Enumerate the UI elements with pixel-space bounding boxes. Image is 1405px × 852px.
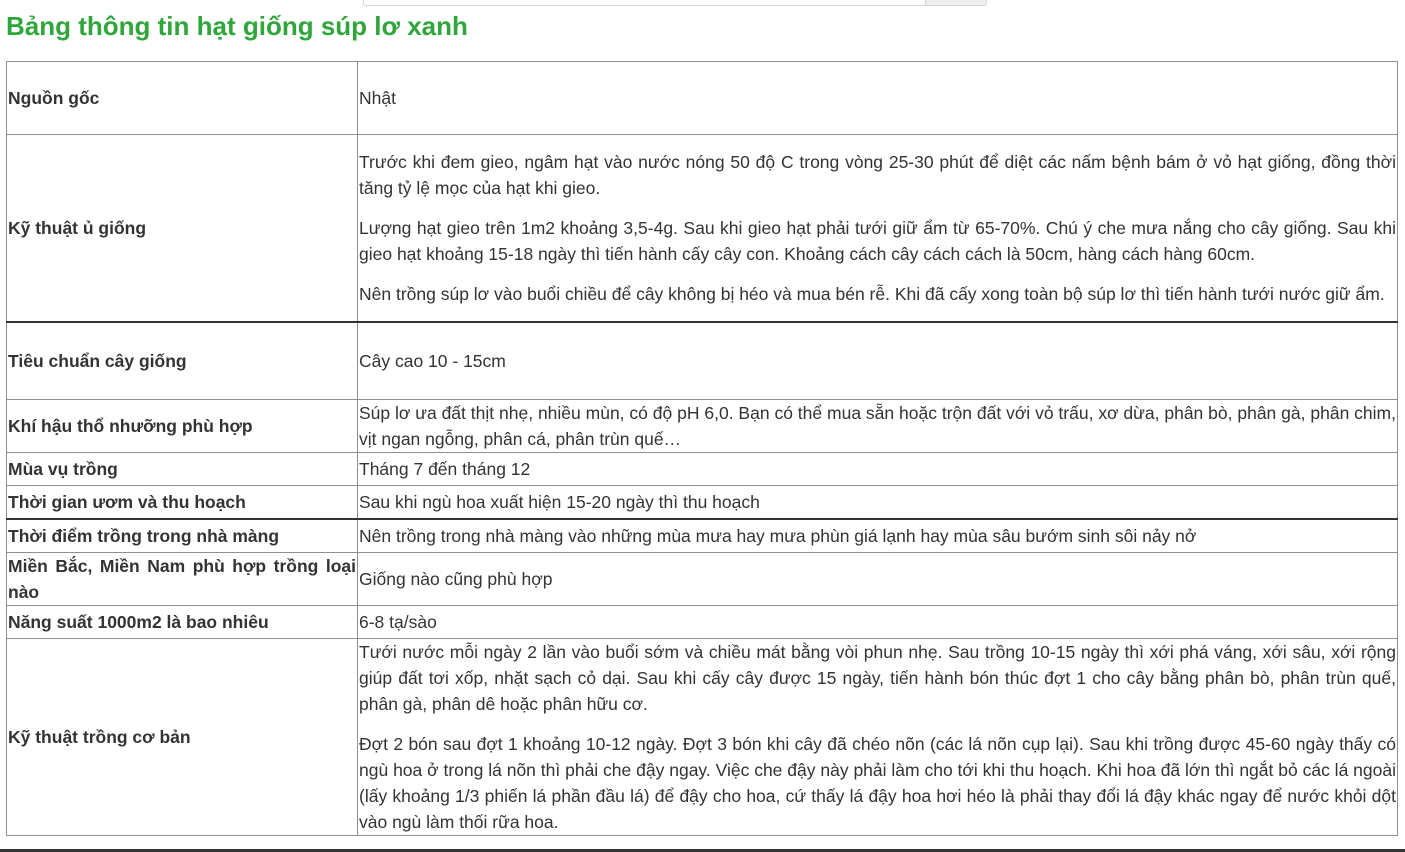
row-value-text: Trước khi đem gieo, ngâm hạt vào nước nóng 50 độ C trong vòng 25-30 phút để diệt các nấm bệnh bám ở vỏ hạt giống, đồng thời tăng tỷ lệ mọc của hạt khi gieo. (359, 152, 1396, 198)
row-label-harvest-time: Thời gian ươm và thu hoạch (7, 486, 358, 520)
search-bar[interactable] (363, 0, 987, 6)
row-value-text: 6-8 tạ/sào (359, 612, 437, 632)
table-row-origin (7, 62, 1398, 135)
row-label-seedling-standard: Tiêu chuẩn cây giống (7, 322, 358, 400)
row-value-text: Đợt 2 bón sau đợt 1 khoảng 10-12 ngày. Đợt 3 bón khi cây đã chéo nõn (các lá nõn cụp lại). Sau khi trồng được 45-60 ngày thấy có ngù hoa ở trong lá nõn thì phải che đậy ngay. Việc che đậy này phải làm cho tới khi thu hoạch. Khi hoa đã lớn thì ngắt bỏ các lá ngoài (lấy khoảng 1/3 phiến lá phần đầu lá) để đậy cho hoa, cứ thấy lá đậy hoa hơi héo là phải thay đổi lá đậy khác ngay để nước khỏi dột vào ngù làm thối rữa hoa. (359, 734, 1396, 832)
table-row-climate-soil (7, 400, 1398, 453)
row-value-text: Nhật (359, 88, 396, 108)
row-value-climate-soil (358, 400, 1398, 453)
row-value-planting-technique (358, 639, 1398, 836)
table-row-planting-technique (7, 639, 1398, 836)
row-value-text: Nên trồng trong nhà màng vào những mùa mưa hay mưa phùn giá lạnh hay mùa sâu bướm sinh sôi nảy nở (359, 526, 1197, 546)
table-row-harvest-time (7, 486, 1398, 520)
search-button[interactable] (925, 0, 986, 5)
row-value-text: Cây cao 10 - 15cm (359, 351, 506, 371)
row-value-text: Lượng hạt gieo trên 1m2 khoảng 3,5-4g. Sau khi gieo hạt phải tưới giữ ẩm từ 65-70%. Chú ý che mưa nắng cho cây giống. Sau khi gieo hạt khoảng 15-18 ngày thì tiến hành cấy cây con. Khoảng cách cây cách cách là 50cm, hàng cách hàng 60cm. (359, 218, 1396, 264)
row-value-text: Sau khi ngù hoa xuất hiện 15-20 ngày thì thu hoạch (359, 492, 760, 512)
row-label-planting-technique: Kỹ thuật trồng cơ bản (7, 639, 358, 836)
table-row-greenhouse (7, 519, 1398, 553)
row-value-text: Tưới nước mỗi ngày 2 lần vào buổi sớm và chiều mát bằng vòi phun nhẹ. Sau trồng 10-15 ngày thì xới phá váng, xới sâu, xới rộng giúp đất tơi xốp, nhặt sạch cỏ dại. Sau khi cấy cây được 15 ngày, tiến hành bón thúc đợt 1 cho cây bằng phân bò, phân trùn quế, phân gà, phân dê hoặc phân hữu cơ. (359, 642, 1396, 714)
row-value-yield (358, 606, 1398, 639)
row-value-text: Súp lơ ưa đất thịt nhẹ, nhiều mùn, có độ pH 6,0. Bạn có thể mua sẵn hoặc trộn đất với vỏ trấu, xơ dừa, phân bò, phân gà, phân chim, vịt ngan ngỗng, phân cá, phân trùn quế… (359, 403, 1396, 449)
row-value-region (358, 553, 1398, 606)
page-title: Bảng thông tin hạt giống súp lơ xanh (6, 11, 468, 41)
row-label-region: Miền Bắc, Miền Nam phù hợp trồng loại nào (7, 553, 358, 606)
row-value-greenhouse (358, 519, 1398, 553)
seed-info-table (6, 61, 1398, 836)
row-value-text: Tháng 7 đến tháng 12 (359, 459, 531, 479)
row-value-seed-technique (358, 135, 1398, 323)
table-row-season (7, 453, 1398, 486)
table-row-region (7, 553, 1398, 606)
table-row-yield (7, 606, 1398, 639)
row-value-harvest-time (358, 486, 1398, 520)
table-row-seed-technique (7, 135, 1398, 323)
row-label-yield: Năng suất 1000m2 là bao nhiêu (7, 606, 358, 639)
row-label-seed-technique: Kỹ thuật ủ giống (7, 135, 358, 323)
row-value-seedling-standard (358, 322, 1398, 400)
row-label-season: Mùa vụ trồng (7, 453, 358, 486)
row-label-climate-soil: Khí hậu thổ nhưỡng phù hợp (7, 400, 358, 453)
row-value-origin (358, 62, 1398, 135)
row-value-text: Giống nào cũng phù hợp (359, 569, 553, 589)
table-row-seedling-standard (7, 322, 1398, 400)
row-value-season (358, 453, 1398, 486)
row-label-origin: Nguồn gốc (7, 62, 358, 135)
row-value-text: Nên trồng súp lơ vào buổi chiều để cây không bị héo và mua bén rễ. Khi đã cấy xong toàn bộ súp lơ thì tiến hành tưới nước giữ ẩm. (359, 284, 1385, 304)
row-label-greenhouse: Thời điểm trồng trong nhà màng (7, 519, 358, 553)
